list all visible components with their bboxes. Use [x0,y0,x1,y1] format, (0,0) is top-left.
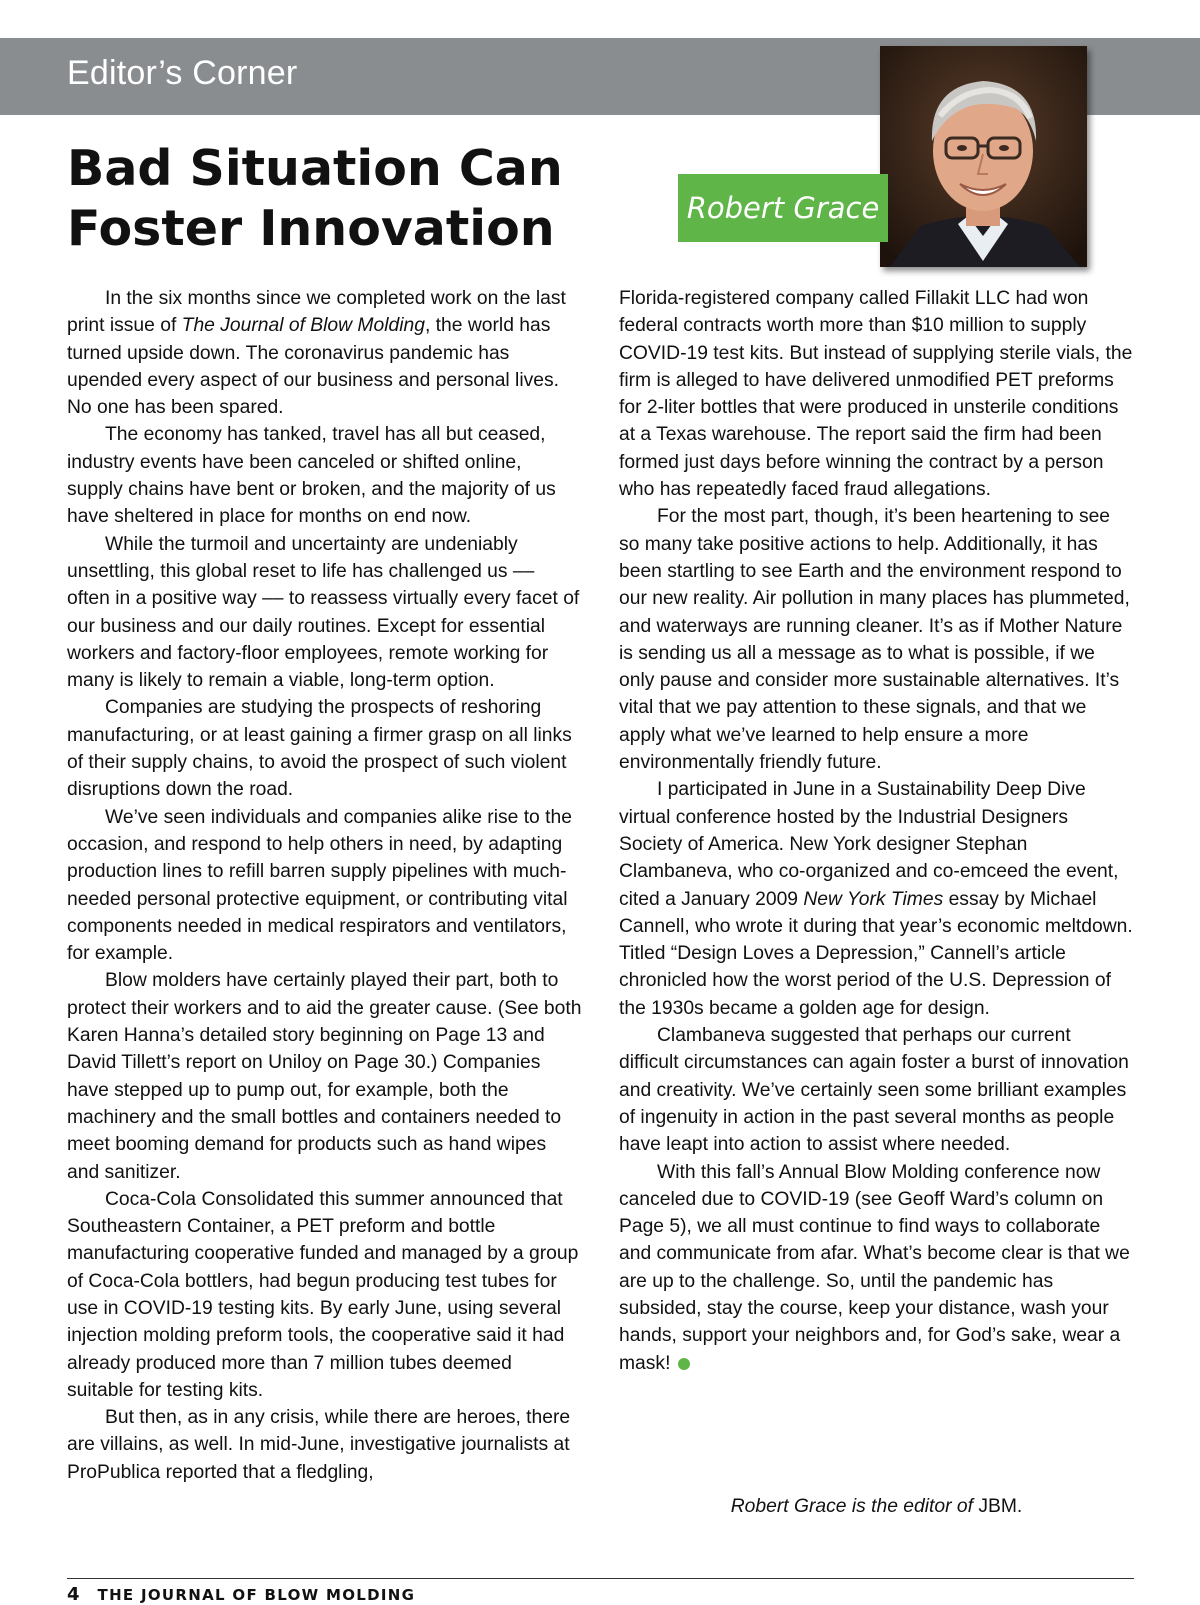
paragraph: We’ve seen individuals and companies alike rise to the occasion, and respond to help others in need, by adapting production lines to refill barren supply pipelines with much-needed personal protective equipment, or contributing vital components needed in medical respirators and ventilators, for example. [67,806,572,965]
paragraph: I participated in June in a Sustainability Deep Dive virtual conference hosted by the Industrial Designers Society of America. New York designer Stephan Clambaneva, who co-organized and co-emceed the event, cited a January 2009 New York Times essay by Michael Cannell, who wrote it during that year’s economic meltdown. Titled “Design Loves a Depression,” Cannell’s article chronicled how the worst period of the U.S. Depression of the 1930s became a golden age for design. [619,779,1133,1019]
publication-title: The Journal of Blow Molding [181,315,425,337]
author-photo [880,46,1087,267]
article-headline [67,139,563,259]
paragraph: Florida-registered company called Fillakit LLC had won federal contracts worth more than $10 million to supply COVID-19 test kits. But instead of supplying sterile vials, the firm is alleged to have delivered unmodified PET preforms for 2-liter bottles that were produced in unsterile conditions at a Texas warehouse. The report said the firm had been formed just days before winning the contract by a person who has repeatedly faced fraud allegations. [619,288,1133,501]
byline-publication: JBM. [978,1496,1023,1517]
article-column-right [619,285,1134,1377]
footer-publication-name: THE JOURNAL OF BLOW MOLDING [97,1586,416,1604]
section-title: Editor’s Corner [67,54,298,92]
end-mark-dot-icon [678,1358,690,1370]
author-name-tag: Robert Grace [678,174,888,242]
paragraph: Blow molders have certainly played their part, both to protect their workers and to aid the greater cause. (See both Karen Hanna’s detailed story beginning on Page 13 and David Tillett’s report on Uniloy on Page 30.) Companies have stepped up to pump out, for example, both the machinery and the small bottles and containers needed to meet booming demand for products such as hand wipes and sanitizer. [67,970,582,1183]
publication-title: New York Times [803,888,944,910]
paragraph: While the turmoil and uncertainty are undeniably unsettling, this global reset to life has challenged us –– often in a positive way –– to reassess virtually every facet of our business and our daily routines. Except for essential workers and factory-floor employees, remote working for many is likely to remain a viable, long-term option. [67,533,580,692]
author-byline: Robert Grace is the editor of JBM. [730,1496,1023,1517]
page-number: 4 [67,1584,80,1605]
page-footer [67,1584,415,1605]
paragraph: For the most part, though, it’s been heartening to see so many take positive actions to help. Additionally, it has been startling to see Earth and the environment respond to our new reality. Air pollution in many places has plummeted, and waterways are running cleaner. It’s as if Mother Nature is sending us all a message as to what is possible, if we only pause and consider more sustainable alternatives. It’s vital that we pay attention to these signals, and that we apply what we’ve learned to help ensure a more environmentally friendly future. [619,506,1130,774]
author-portrait-illustration [880,46,1087,267]
paragraph: Clambaneva suggested that perhaps our current difficult circumstances can again foster a burst of innovation and creativity. We’ve certainly seen some brilliant examples of ingenuity in action in the past several months as people have leapt into action to assist where needed. [619,1025,1129,1156]
paragraph: Companies are studying the prospects of reshoring manufacturing, or at least gaining a firmer grasp on all links of their supply chains, to avoid the prospect of such violent disruptions down the road. [67,697,572,801]
headline-line-2: Foster Innovation [67,200,555,257]
footer-divider [67,1578,1134,1579]
headline-line-1: Bad Situation Can [67,140,563,197]
paragraph: Coca-Cola Consolidated this summer announced that Southeastern Container, a PET preform and bottle manufacturing cooperative funded and managed by a group of Coca-Cola bottlers, had begun producing test tubes for use in COVID-19 testing kits. By early June, using several injection molding preform tools, the cooperative said it had already produced more than 7 million tubes deemed suitable for testing kits. [67,1188,579,1401]
paragraph: In the six months since we completed work on the last print issue of The Journal of Blow Molding, the world has turned upside down. The coronavirus pandemic has upended every aspect of our business and personal lives. No one has been spared. [67,288,566,419]
paragraph: But then, as in any crisis, while there are heroes, there are villains, as well. In mid-June, investigative journalists at ProPublica reported that a fledgling, [67,1407,571,1483]
article-column-left [67,285,582,1486]
paragraph: The economy has tanked, travel has all but ceased, industry events have been canceled or shifted online, supply chains have bent or broken, and the majority of us have sheltered in place for months on end now. [67,424,556,528]
paragraph: With this fall’s Annual Blow Molding conference now canceled due to COVID-19 (see Geoff Ward’s column on Page 5), we all must continue to find ways to collaborate and communicate from afar. What’s become clear is that we are up to the challenge. So, until the pandemic has subsided, stay the course, keep your distance, wash your hands, support your neighbors and, for God’s sake, wear a mask! [619,1161,1130,1374]
